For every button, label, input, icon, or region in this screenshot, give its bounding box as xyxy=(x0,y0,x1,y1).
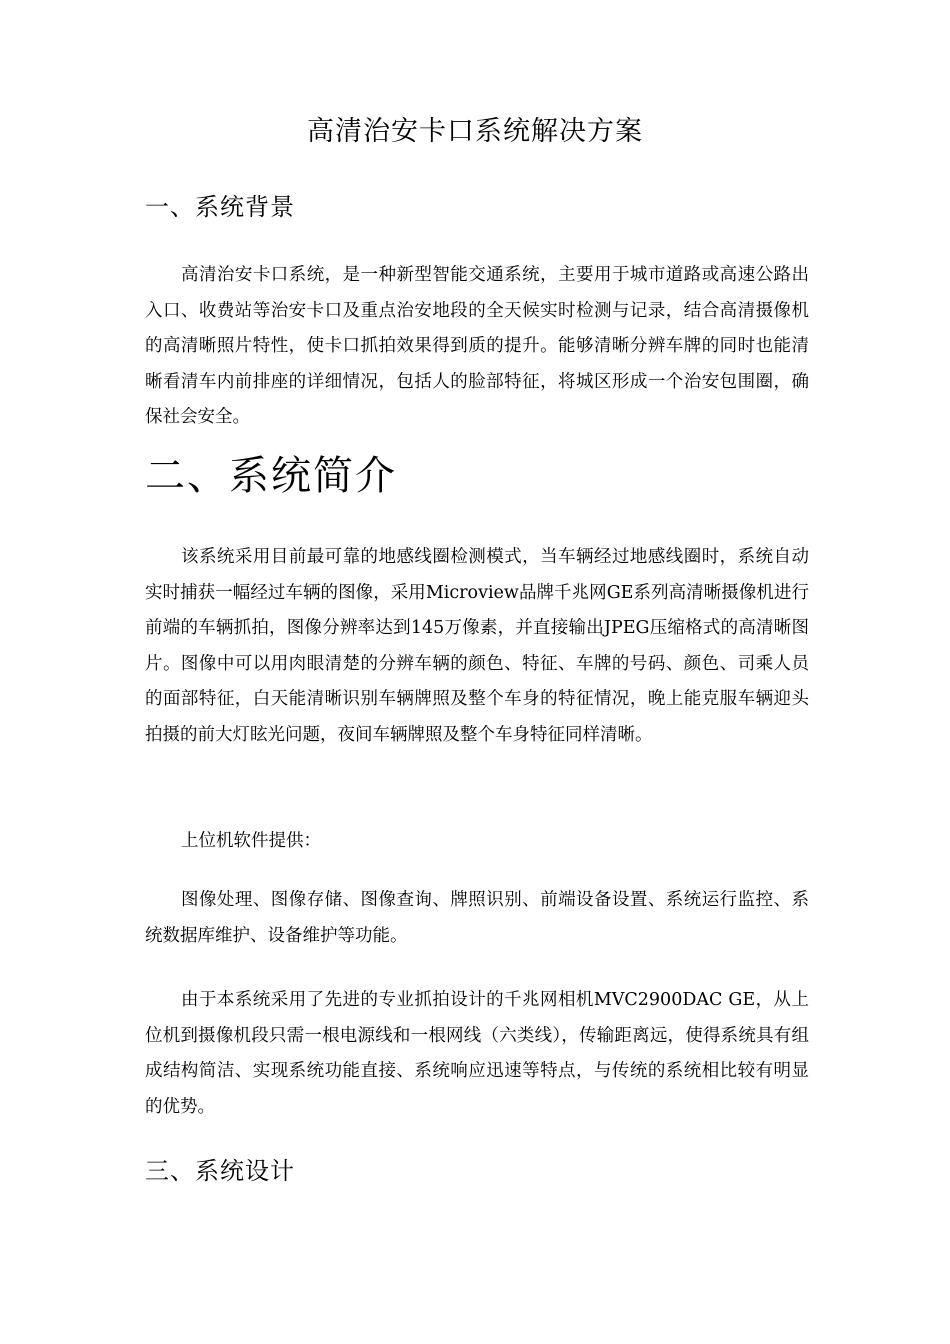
section-heading-introduction: 二、系统简介 xyxy=(145,453,397,499)
section-heading-background: 一、系统背景 xyxy=(145,193,295,221)
document-title: 高清治安卡口系统解决方案 xyxy=(307,116,643,147)
section-heading-design: 三、系统设计 xyxy=(145,1157,295,1185)
paragraph-background: 高清治安卡口系统，是一种新型智能交通系统，主要用于城市道路或高速公路出入口、收费站等治安卡口及重点治安地段的全天候实时检测与记录，结合高清摄像机的高清晰照片特性，使卡口抓拍效果得到质的提升。能够清晰分辨车牌的同时也能清晰看清车内前排座的详细情况，包括人的脸部特征，将城区形成一个治安包围圈，确保社会安全。 xyxy=(145,265,809,427)
paragraph-introduction-1: 该系统采用目前最可靠的地感线圈检测模式，当车辆经过地感线圈时，系统自动实时捕获一幅经过车辆的图像，采用Microview品牌千兆网GE系列高清晰摄像机进行前端的车辆抓拍，图像分辨率达到145万像素，并直接输出JPEG压缩格式的高清晰图片。图像中可以用肉眼清楚的分辨车辆的颜色、特征、车牌的号码、颜色、司乘人员的面部特征，白天能清晰识别车辆牌照及整个车身的特征情况，晚上能克服车辆迎头拍摄的前大灯眩光问题，夜间车辆牌照及整个车身特征同样清晰。 xyxy=(145,547,809,745)
paragraph-software-intro: 上位机软件提供： xyxy=(181,831,321,851)
paragraph-camera-advantages: 由于本系统采用了先进的专业抓拍设计的千兆网相机MVC2900DAC GE，从上位机到摄像机段只需一根电源线和一根网线（六类线），传输距离远，使得系统具有组成结构简洁、实现系统功能直接、系统响应迅速等特点，与传统的系统相比较有明显的优势。 xyxy=(145,990,809,1117)
paragraph-software-functions: 图像处理、图像存储、图像查询、牌照识别、前端设备设置、系统运行监控、系统数据库维护、设备维护等功能。 xyxy=(145,890,809,946)
